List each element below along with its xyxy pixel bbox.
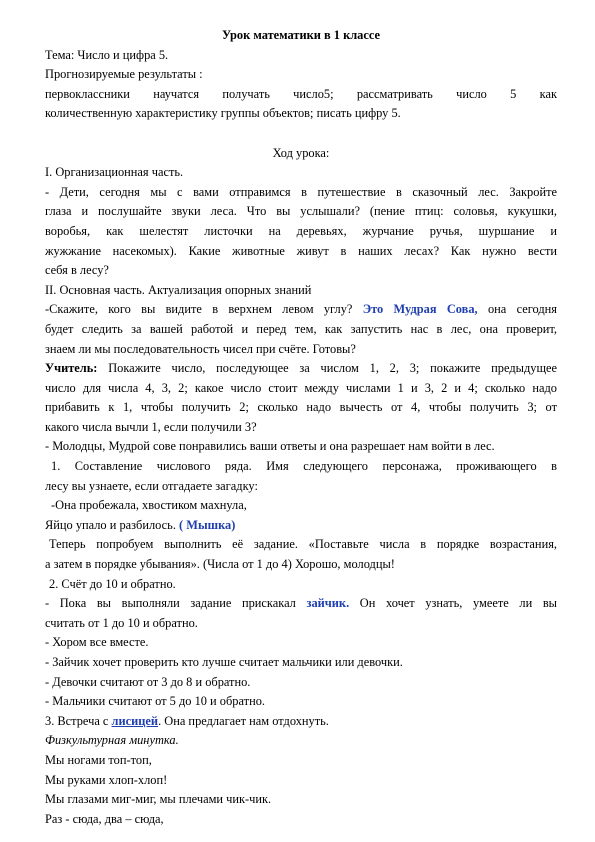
paragraph-line <box>45 594 557 614</box>
section-heading: II. Основная часть. Актуализация опорных знаний <box>45 282 312 297</box>
paragraph-line: какого числа вычли 1, если получили 3? <box>45 419 257 434</box>
text-run: -Скажите, кого вы видите в верхнем левом углу? <box>45 302 363 317</box>
text-run: Он хочет узнать, умеете ли вы <box>349 596 557 611</box>
results-text-line: первоклассники научатся получать число5; рассматривать число 5 как <box>45 86 557 101</box>
paragraph-line: - Молодцы, Мудрой сове понравились ваши ответы и она разрешает нам войти в лес. <box>45 439 495 454</box>
results-text-line: количественную характеристику группы объектов; писать цифру 5. <box>45 106 401 121</box>
riddle-line <box>45 516 557 536</box>
text-run: Яйцо упало и разбилось. <box>45 517 180 532</box>
highlighted-text: лисицей <box>111 713 159 728</box>
paragraph-line: число для числа 4, 3, 2; какое число стоит между числами 1 и 3, 2 и 4; сколько надо <box>45 380 557 395</box>
paragraph-line: лесу вы узнаете, если отгадаете загадку: <box>45 478 258 493</box>
document-page <box>45 26 557 829</box>
paragraph-line: - Мальчики считают от 5 до 10 и обратно. <box>45 694 265 709</box>
highlighted-text: Это Мудрая Сова, <box>362 302 478 317</box>
paragraph-line: - Дети, сегодня мы с вами отправимся в путешествие в сказочный лес. Закройте <box>45 184 557 199</box>
riddle-line: -Она пробежала, хвостиком махнула, <box>51 498 247 513</box>
section-heading: Физкультурная минутка. <box>45 733 179 748</box>
paragraph-line: воробья, как шелестят листочки на деревьях, журчание ручья, шуршание и <box>45 223 557 238</box>
course-heading: Ход урока: <box>272 145 330 160</box>
paragraph-line: - Хором все вместе. <box>45 635 149 650</box>
highlighted-text: зайчик. <box>306 596 350 611</box>
poem-line: Раз - сюда, два – сюда, <box>45 811 164 826</box>
paragraph-line: - Зайчик хочет проверить кто лучше считает мальчики или девочки. <box>45 655 403 669</box>
paragraph-line: 1. Составление числового ряда. Имя следующего персонажа, проживающего в <box>51 459 557 474</box>
poem-line: Мы ногами топ-топ, <box>45 752 152 767</box>
text-run: . Она предлагает нам отдохнуть. <box>158 713 329 728</box>
teacher-label: Учитель: <box>45 361 98 376</box>
paragraph-line: глаза и послушайте звуки леса. Что вы услышали? (пение птиц: соловья, кукушки, <box>45 204 557 219</box>
poem-line: Мы руками хлоп-хлоп! <box>45 772 168 787</box>
spacer <box>45 124 557 144</box>
paragraph-line: знаем ли мы последовательность чисел при счёте. Готовы? <box>45 341 356 356</box>
text-run: - Пока вы выполняли задание прискакал <box>45 596 307 611</box>
paragraph-line: 2. Счёт до 10 и обратно. <box>49 576 176 591</box>
text-run: 3. Встреча с <box>45 713 112 728</box>
paragraph-line: прибавить к 1, чтобы получить 2; сколько надо вычесть от 4, чтобы получить 3; от <box>45 400 557 415</box>
paragraph-line: а затем в порядке убывания». (Числа от 1 до 4) Хорошо, молодцы! <box>45 557 395 572</box>
paragraph-line <box>45 712 557 732</box>
paragraph-line <box>45 359 557 379</box>
text-run: Покажите число, последующее за числом 1, 2, 3; покажите предыдущее <box>97 361 557 376</box>
section-heading: I. Организационная часть. <box>45 165 184 180</box>
paragraph-line: жужжание насекомых). Какие животные живут в наших лесах? Как нужно вести <box>45 243 557 258</box>
paragraph-line <box>45 300 557 320</box>
document-title: Урок математики в 1 классе <box>221 28 381 42</box>
paragraph-line: себя в лесу? <box>45 263 109 278</box>
paragraph-line: - Девочки считают от 3 до 8 и обратно. <box>45 674 251 689</box>
paragraph-line: считать от 1 до 10 и обратно. <box>45 615 198 630</box>
results-heading: Прогнозируемые результаты : <box>45 67 203 82</box>
riddle-answer: ( Мышка) <box>179 517 236 532</box>
topic-line: Тема: Число и цифра 5. <box>45 47 169 62</box>
paragraph-line: будет следить за вашей работой и перед тем, как запустить нас в лес, она проверит, <box>45 321 557 336</box>
poem-line: Мы глазами миг-миг, мы плечами чик-чик. <box>45 792 272 807</box>
text-run: она сегодня <box>477 302 557 317</box>
paragraph-line: Теперь попробуем выполнить её задание. «Поставьте числа в порядке возрастания, <box>49 537 557 552</box>
